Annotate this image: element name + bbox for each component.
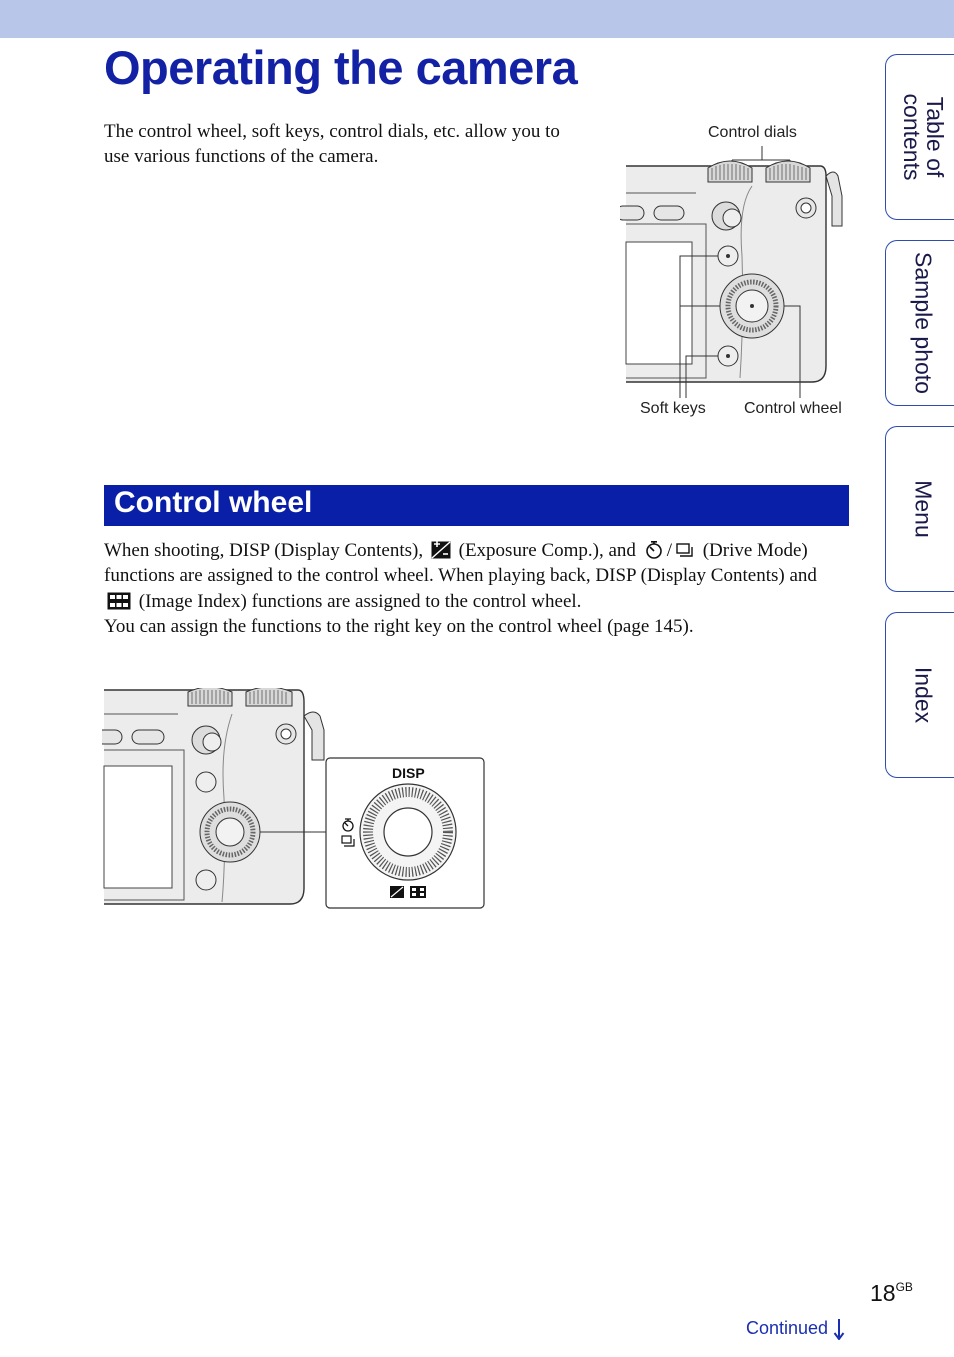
tab-index-label: Index	[910, 666, 937, 724]
label-control-dials: Control dials	[708, 124, 797, 141]
self-timer-icon	[644, 541, 664, 559]
label-soft-keys: Soft keys	[640, 400, 706, 417]
disp-label: DISP	[392, 765, 425, 781]
image-index-icon	[107, 592, 131, 610]
camera-back-illustration	[620, 146, 860, 426]
page-number-value: 18	[870, 1280, 896, 1306]
intro-text: The control wheel, soft keys, control dials, etc. allow you to use various functions of the camera.	[104, 121, 560, 167]
tab-menu-label: Menu	[910, 480, 937, 538]
continuous-shooting-icon	[675, 541, 695, 559]
page-number-suffix: GB	[895, 1280, 913, 1294]
tab-menu[interactable]	[885, 426, 954, 592]
arrow-down-icon	[833, 1318, 845, 1340]
label-control-wheel: Control wheel	[744, 400, 842, 417]
exposure-comp-icon	[431, 541, 451, 559]
control-wheel-figure	[102, 688, 486, 910]
tab-toc-line2: contents	[899, 93, 925, 181]
tab-toc-line1: Table of	[922, 96, 948, 178]
control-wheel-illustration	[102, 688, 486, 910]
paragraph-1-part-c: (Drive Mode) functions are assigned to the control wheel. When playing back, DISP (Display Contents) and	[104, 540, 817, 587]
paragraph-1-part-d: (Image Index) functions are assigned to the control wheel.	[134, 590, 582, 612]
paragraph-2: You can assign the functions to the right key on the control wheel (page 145).	[104, 615, 694, 637]
section-heading-bar	[104, 485, 849, 526]
continued-label: Continued	[746, 1318, 829, 1338]
tab-sample-photo[interactable]	[885, 240, 954, 406]
tab-table-of-contents[interactable]	[885, 54, 954, 220]
paragraph-1-part-a: When shooting, DISP (Display Contents),	[104, 540, 428, 561]
tab-table-of-contents-label	[900, 94, 946, 181]
tab-sample-photo-label: Sample photo	[910, 252, 937, 394]
continued-link[interactable]	[746, 1318, 845, 1340]
tab-index[interactable]	[885, 612, 954, 778]
page-number	[870, 1280, 913, 1307]
camera-back-figure	[620, 118, 860, 428]
paragraph-1	[104, 538, 849, 614]
top-bar	[0, 0, 954, 38]
paragraph-1-part-b: (Exposure Comp.), and	[453, 540, 641, 561]
paragraph-1-separator: /	[666, 540, 672, 561]
section-body	[104, 538, 849, 639]
page-title: Operating the camera	[104, 41, 578, 94]
section-heading: Control wheel	[114, 486, 313, 519]
